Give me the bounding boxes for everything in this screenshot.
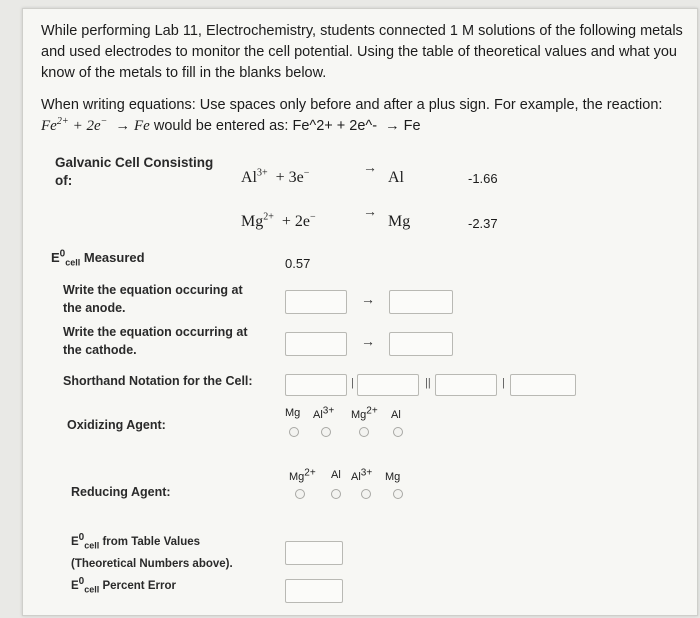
half-reaction-2-potential: -2.37: [468, 216, 498, 231]
shorthand-label: Shorthand Notation for the Cell:: [63, 374, 253, 388]
example-product: Fe: [133, 118, 150, 134]
half-reaction-1-reactant: $Al^{3+} + 3e^-$: [241, 167, 310, 186]
instructions-line2: [41, 116, 691, 137]
anode-reactant-input[interactable]: [285, 290, 347, 314]
ecell-measured-value: 0.57: [285, 256, 311, 271]
shorthand-anode-input[interactable]: [285, 374, 347, 396]
instructions: [41, 95, 691, 137]
example-mid-text: would be entered as:: [153, 118, 289, 134]
example-reactant: $Fe^{2+}$: [41, 116, 69, 134]
reducing-radio-3[interactable]: [361, 489, 371, 499]
example-electrons: + 2e−: [72, 116, 108, 134]
example-entered-arrow: →: [385, 118, 400, 134]
cathode-label: Write the equation occurring at the cathode.: [63, 325, 248, 357]
shorthand-cathode-ion-input[interactable]: [435, 374, 497, 396]
intro-text: While performing Lab 11, Electrochemistry, students connected 1 M solutions of the following metals and used electrodes to monitor the cell potential. Using the table of theoretical values and what you know of the metals to fill in the blanks below.: [41, 23, 683, 81]
ecell-table-input[interactable]: [285, 541, 343, 565]
half-reaction-2-product: Mg: [388, 213, 411, 230]
oxidizing-radio-2[interactable]: [321, 427, 331, 437]
oxidizing-option-label-3: $Mg^{2+}$: [351, 405, 378, 421]
question-panel: [22, 8, 698, 616]
reducing-option-label-3: $Al^{3+}$: [351, 467, 373, 483]
example-arrow: →: [115, 118, 130, 134]
half-reaction-1-arrow: →: [363, 159, 377, 175]
shorthand-salt-bridge: ||: [425, 377, 431, 389]
cathode-arrow: →: [361, 333, 375, 349]
reducing-option-label-2: Al: [331, 469, 341, 481]
half-reaction-2-arrow: →: [363, 203, 377, 219]
half-reaction-1-product: Al: [388, 169, 404, 186]
oxidizing-radio-4[interactable]: [393, 427, 403, 437]
galvanic-label: Galvanic Cell Consisting of:: [55, 155, 214, 188]
anode-label: Write the equation occuring at the anode.: [63, 283, 243, 315]
cathode-product-input[interactable]: [389, 332, 453, 356]
oxidizing-option-label-2: $Al^{3+}$: [313, 405, 335, 421]
reducing-radio-4[interactable]: [393, 489, 403, 499]
reducing-option-label-4: Mg: [385, 471, 401, 483]
oxidizing-agent-label: Oxidizing Agent:: [67, 418, 166, 432]
ecell-table-label: $E^0_{cell}$ from Table Values (Theoretical Numbers above).: [71, 532, 233, 570]
example-entered-product: Fe: [403, 118, 421, 134]
reducing-option-label-1: $Mg^{2+}$: [289, 467, 316, 483]
reducing-agent-label: Reducing Agent:: [71, 485, 171, 499]
half-reaction-2-reactant: $Mg^{2+} + 2e^-$: [241, 211, 316, 230]
shorthand-separator-2: |: [502, 377, 505, 389]
oxidizing-option-label-4: Al: [391, 409, 401, 421]
instructions-line1: When writing equations: Use spaces only before and after a plus sign. For example, the reaction:: [41, 97, 663, 113]
cathode-reactant-input[interactable]: [285, 332, 347, 356]
ecell-error-input[interactable]: [285, 579, 343, 603]
reducing-radio-2[interactable]: [331, 489, 341, 499]
shorthand-separator-1: |: [351, 377, 354, 389]
oxidizing-option-label-1: Mg: [285, 407, 301, 419]
example-entered: Fe^2+ + 2e^-: [292, 118, 378, 134]
anode-arrow: →: [361, 291, 375, 307]
half-reaction-1-potential: -1.66: [468, 171, 498, 186]
oxidizing-radio-1[interactable]: [289, 427, 299, 437]
oxidizing-radio-3[interactable]: [359, 427, 369, 437]
anode-product-input[interactable]: [389, 290, 453, 314]
shorthand-cathode-input[interactable]: [510, 374, 576, 396]
shorthand-anode-ion-input[interactable]: [357, 374, 419, 396]
ecell-measured-label: $E^0_{cell}$ Measured: [51, 248, 145, 268]
reducing-radio-1[interactable]: [295, 489, 305, 499]
ecell-error-label: $E^0_{cell}$ Percent Error: [71, 576, 176, 595]
